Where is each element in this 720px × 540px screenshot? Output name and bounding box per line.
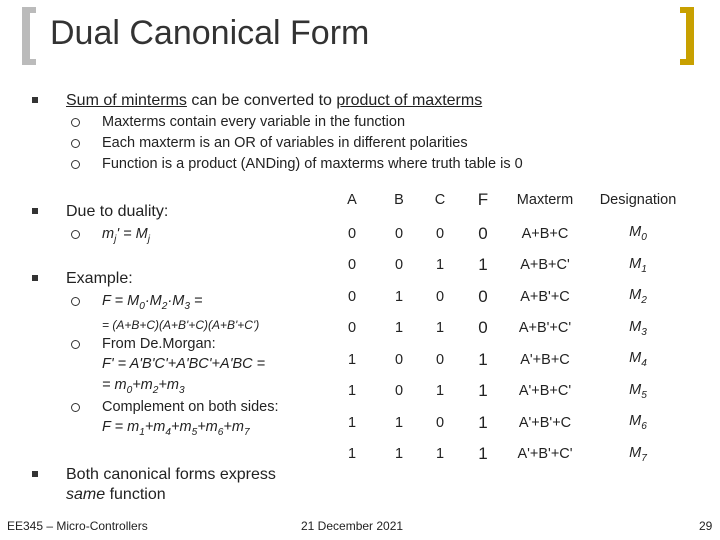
cell-f: 0 xyxy=(478,286,488,306)
demorgan-expression: F' = A'B'C'+A'BC'+A'BC = xyxy=(102,356,266,372)
table-header: F xyxy=(477,190,489,209)
designation-index: 4 xyxy=(641,358,647,370)
designation-index: 2 xyxy=(641,295,647,307)
cell-maxterm: A+B+C xyxy=(521,225,569,242)
cell-a: 0 xyxy=(347,257,357,274)
cell-f: 0 xyxy=(478,318,488,338)
expr-sub: 2 xyxy=(152,384,159,396)
table-header: C xyxy=(434,192,446,208)
sub-bullet-marker xyxy=(71,230,80,239)
cell-f: 1 xyxy=(478,381,488,401)
table-row xyxy=(326,313,692,345)
expr-part: ·M xyxy=(167,293,185,309)
sub-bullet-marker xyxy=(71,139,80,148)
cell-c: 0 xyxy=(435,351,445,368)
sub-bullet-marker xyxy=(71,403,80,412)
cell-c: 1 xyxy=(435,257,445,274)
cell-f: 0 xyxy=(478,223,488,243)
designation-index: 3 xyxy=(641,326,647,338)
expr-part: +m xyxy=(197,419,218,435)
expr-sub: 4 xyxy=(165,426,172,438)
expr-sub: 6 xyxy=(217,426,224,438)
expr-sub: 0 xyxy=(126,384,133,396)
designation-index: 5 xyxy=(641,389,647,401)
table-header-row xyxy=(326,182,692,218)
text-connector: can be converted to xyxy=(186,92,337,109)
cell-f: 1 xyxy=(478,444,488,464)
cell-a: 0 xyxy=(347,288,357,305)
cell-designation xyxy=(584,250,692,282)
demorgan-minterm-sum xyxy=(102,377,185,396)
cell-f: 1 xyxy=(478,255,488,275)
expr-part: +m xyxy=(144,419,166,435)
cell-c: 1 xyxy=(435,383,445,400)
text-complement-both-sides: Complement on both sides: xyxy=(102,399,279,415)
text-function: function xyxy=(105,486,166,503)
cell-designation xyxy=(584,439,692,471)
cell-b: 1 xyxy=(394,288,404,305)
designation-letter: M xyxy=(629,350,642,367)
designation-index: 6 xyxy=(641,421,647,433)
cell-f: 1 xyxy=(478,349,488,369)
cell-b: 0 xyxy=(394,383,404,400)
table-row xyxy=(326,344,692,376)
designation-letter: M xyxy=(629,318,642,335)
sub-bullet-marker xyxy=(71,118,80,127)
cell-designation xyxy=(584,281,692,313)
sub-bullet-maxterm-or: Each maxterm is an OR of variables in different polarities xyxy=(102,135,468,151)
sub-bullet-marker xyxy=(71,297,80,306)
duality-equation xyxy=(102,226,150,245)
expr-sub: 3 xyxy=(184,300,190,312)
table-row xyxy=(326,218,692,250)
cell-maxterm: A+B'+C xyxy=(520,288,570,305)
expr-part: = m xyxy=(102,377,127,393)
sub-bullet-marker xyxy=(71,340,80,349)
slide-title: Dual Canonical Form xyxy=(50,14,370,52)
expr-part: F = M xyxy=(102,293,140,309)
sub-bullet-maxterms-every-variable: Maxterms contain every variable in the function xyxy=(102,114,406,130)
cell-a: 0 xyxy=(347,225,357,242)
bullet-marker xyxy=(32,275,38,281)
designation-letter: M xyxy=(629,381,642,398)
cell-maxterm: A'+B'+C xyxy=(518,414,572,431)
cell-c: 0 xyxy=(435,414,445,431)
bullet-both-forms: Both canonical forms express xyxy=(66,466,276,483)
designation-letter: M xyxy=(629,413,642,430)
cell-b: 0 xyxy=(394,257,404,274)
expr-part: ·M xyxy=(144,293,162,309)
cell-b: 1 xyxy=(394,320,404,337)
sub-bullet-marker xyxy=(71,160,80,169)
cell-a: 1 xyxy=(347,446,357,463)
expr-sub: 1 xyxy=(139,426,145,438)
cell-maxterm: A'+B+C' xyxy=(518,383,572,400)
cell-maxterm: A'+B+C xyxy=(520,351,570,368)
cell-c: 0 xyxy=(435,225,445,242)
eq-equals-M: ' = M xyxy=(116,226,148,242)
cell-c: 0 xyxy=(435,288,445,305)
bullet-duality: Due to duality: xyxy=(66,203,169,220)
table-header: Designation xyxy=(599,192,677,208)
footer-date: 21 December 2021 xyxy=(301,519,404,533)
eq-sub-j: j xyxy=(147,233,150,245)
eq-m: m xyxy=(102,226,115,242)
cell-designation xyxy=(584,218,692,250)
cell-a: 1 xyxy=(347,414,357,431)
bullet-both-forms-cont xyxy=(66,486,166,504)
designation-index: 1 xyxy=(641,263,647,275)
table-header: B xyxy=(394,192,404,208)
expr-part: +m xyxy=(223,419,244,435)
page-number: 29 xyxy=(699,519,713,533)
title-left-bracket xyxy=(22,7,36,65)
table-header: A xyxy=(347,192,357,208)
cell-maxterm: A'+B'+C' xyxy=(517,446,573,463)
table-row xyxy=(326,281,692,313)
bullet-marker xyxy=(32,97,38,103)
table-body xyxy=(326,218,692,470)
text-same: same xyxy=(66,486,106,503)
expr-sub: 3 xyxy=(178,384,185,396)
table-row xyxy=(326,439,692,471)
designation-letter: M xyxy=(629,224,642,241)
expr-part: F = m xyxy=(102,419,140,435)
cell-c: 1 xyxy=(435,320,445,337)
cell-b: 0 xyxy=(394,225,404,242)
cell-b: 0 xyxy=(394,351,404,368)
cell-b: 1 xyxy=(394,414,404,431)
table-row xyxy=(326,250,692,282)
cell-maxterm: A+B'+C' xyxy=(518,320,572,337)
expr-sub: 5 xyxy=(191,426,198,438)
example-product-expansion: = (A+B+C)(A+B'+C)(A+B'+C') xyxy=(102,318,260,332)
complement-minterm-sum xyxy=(102,419,250,438)
text-product-of-maxterms: product of maxterms xyxy=(336,92,483,109)
cell-c: 1 xyxy=(435,446,445,463)
table-row xyxy=(326,407,692,439)
cell-designation xyxy=(584,313,692,345)
cell-a: 1 xyxy=(347,351,357,368)
designation-index: 7 xyxy=(641,452,647,464)
designation-letter: M xyxy=(629,255,642,272)
expr-sub: 2 xyxy=(161,300,168,312)
cell-a: 1 xyxy=(347,383,357,400)
designation-letter: M xyxy=(629,444,642,461)
bullet-marker xyxy=(32,208,38,214)
maxterm-truth-table xyxy=(326,182,692,470)
sub-bullet-product-of-maxterms: Function is a product (ANDing) of maxterms where truth table is 0 xyxy=(102,156,523,172)
cell-maxterm: A+B+C' xyxy=(520,257,570,274)
expr-part: = xyxy=(189,293,203,309)
table-row xyxy=(326,376,692,408)
cell-designation xyxy=(584,407,692,439)
expr-part: +m xyxy=(171,419,192,435)
example-product-expression xyxy=(102,293,202,312)
cell-b: 1 xyxy=(394,446,404,463)
title-right-bracket xyxy=(680,7,694,65)
bullet-minterms-to-maxterms xyxy=(66,92,482,110)
cell-f: 1 xyxy=(478,412,488,432)
bullet-example: Example: xyxy=(66,270,133,287)
expr-sub: 0 xyxy=(139,300,145,312)
designation-index: 0 xyxy=(641,232,647,244)
text-sum-of-minterms: Sum of minterms xyxy=(66,92,187,109)
cell-designation xyxy=(584,344,692,376)
table-header: Maxterm xyxy=(516,192,574,208)
footer-course: EE345 – Micro-Controllers xyxy=(7,519,148,533)
expr-part: +m xyxy=(158,377,179,393)
cell-a: 0 xyxy=(347,320,357,337)
designation-letter: M xyxy=(629,287,642,304)
expr-sub: 7 xyxy=(243,426,250,438)
bullet-marker xyxy=(32,471,38,477)
expr-part: +m xyxy=(132,377,153,393)
text-from-demorgan: From De.Morgan: xyxy=(102,336,216,352)
cell-designation xyxy=(584,376,692,408)
eq-sub-j: j xyxy=(114,233,117,245)
